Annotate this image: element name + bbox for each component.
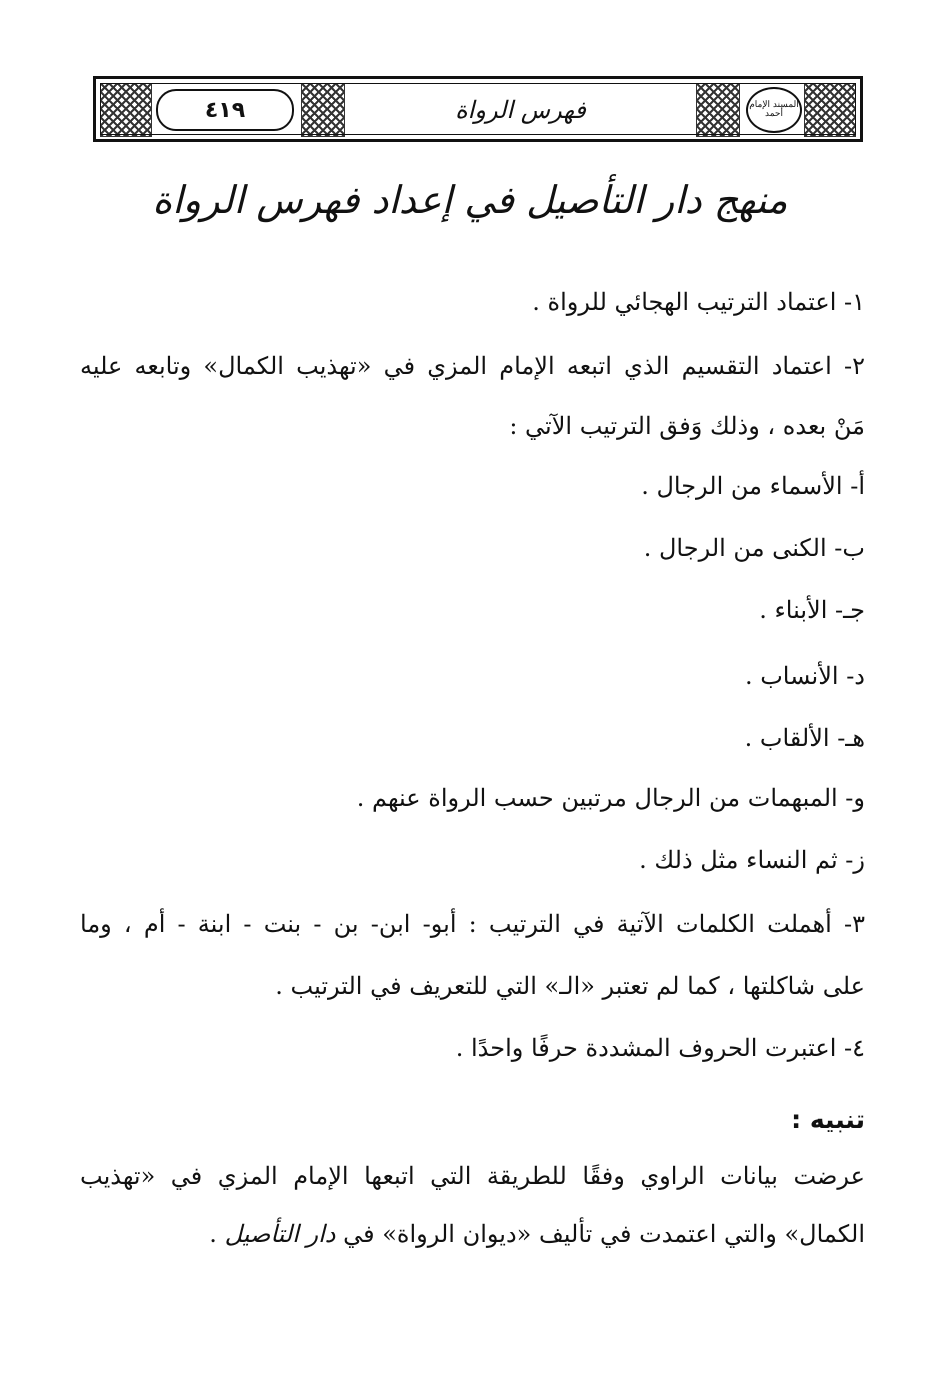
seal-text: المسند الإمام أحمد <box>749 100 799 119</box>
ornament-right-inner <box>696 83 740 137</box>
subitem-b: ب- الكنى من الرجال . <box>643 534 865 562</box>
publisher-name: دار التأصيل <box>224 1220 336 1248</box>
subitem-c: جـ- الأبناء . <box>759 596 865 624</box>
subitem-d: د- الأنساب . <box>744 662 865 690</box>
page-number: ٤١٩ <box>156 89 294 131</box>
subitem-a: أ- الأسماء من الرجال . <box>641 472 865 500</box>
item-2-line-2: مَنْ بعده ، وذلك وَفق الترتيب الآتي : <box>509 412 865 440</box>
note-line-2-end: . <box>209 1220 225 1248</box>
item-4: ٤- اعتبرت الحروف المشددة حرفًا واحدًا . <box>455 1034 865 1062</box>
page-title: منهج دار التأصيل في إعداد فهرس الرواة <box>152 178 788 222</box>
note-heading: تنبيه : <box>791 1105 865 1134</box>
ornament-left-outer <box>100 83 152 137</box>
item-3-line-1: ٣- أهملت الكلمات الآتية في الترتيب : أبو- ابن- بن - بنت - ابنة - أم ، وما <box>80 910 865 938</box>
ornament-right-outer <box>804 83 856 137</box>
note-line-1: عرضت بيانات الراوي وفقًا للطريقة التي اتبعها الإمام المزي في «تهذيب <box>80 1162 865 1190</box>
item-2-line-1: ٢- اعتماد التقسيم الذي اتبعه الإمام المزي في «تهذيب الكمال» وتابعه عليه <box>80 352 866 380</box>
seal-logo <box>746 87 802 133</box>
note-line-2-text: الكمال» والتي اعتمدت في تأليف «ديوان الرواة» في <box>343 1220 865 1248</box>
ornament-left-inner <box>301 83 345 137</box>
item-1: ١- اعتماد الترتيب الهجائي للرواة . <box>532 288 865 316</box>
subitem-e: هـ- الألقاب . <box>744 724 865 752</box>
running-header <box>93 76 863 142</box>
subitem-f: و- المبهمات من الرجال مرتبين حسب الرواة عنهم . <box>356 784 865 812</box>
item-3-line-2: على شاكلتها ، كما لم تعتبر «الـ» التي للتعريف في الترتيب . <box>275 972 865 1000</box>
subitem-g: ز- ثم النساء مثل ذلك . <box>639 846 865 874</box>
note-line-2 <box>209 1214 865 1254</box>
running-title: فهرس الرواة <box>455 96 586 124</box>
